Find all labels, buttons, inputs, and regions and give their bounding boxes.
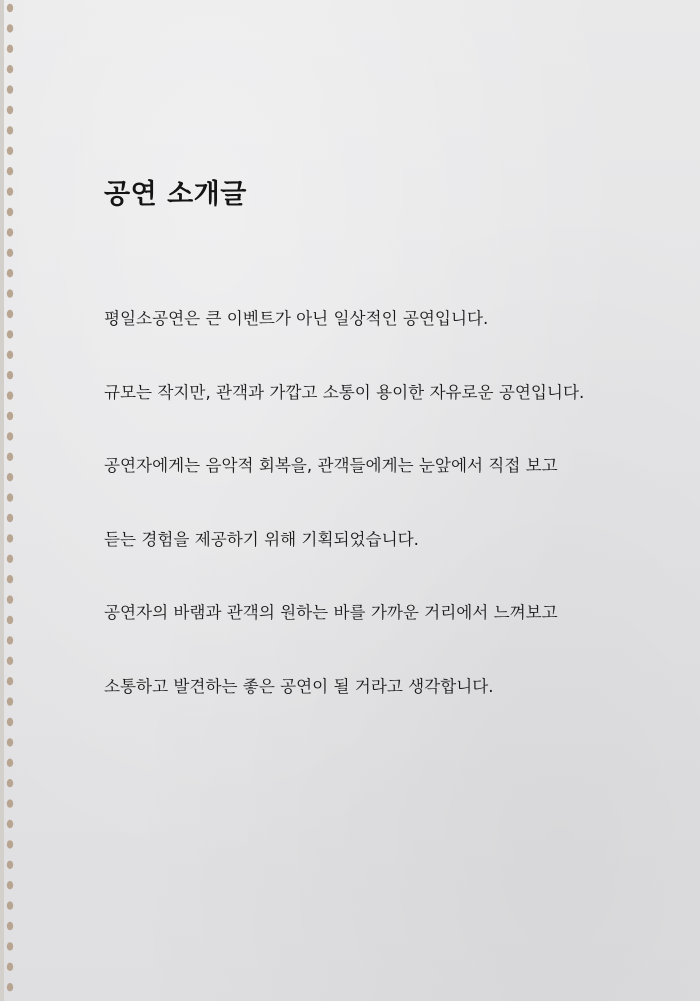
perforation-hole [7,738,13,746]
text-line: 공연자의 바램과 관객의 원하는 바를 가까운 거리에서 느껴보고 [104,603,558,622]
perforation-hole [7,942,13,950]
perforation-hole [7,820,13,828]
perforated-binding-edge [0,0,22,1001]
perforation-hole [7,493,13,501]
perforation-hole [7,187,13,195]
intro-text [104,300,684,741]
perforation-hole [7,616,13,624]
perforation-hole [7,45,13,53]
text-line: 공연자에게는 음악적 회복을, 관객들에게는 눈앞에서 직접 보고 [104,456,558,475]
perforation-hole [7,881,13,889]
perforation-hole [7,840,13,848]
perforation-hole [7,330,13,338]
perforation-hole [7,65,13,73]
perforation-hole [7,167,13,175]
perforation-hole [7,718,13,726]
text-line: 듣는 경험을 제공하기 위해 기획되었습니다. [104,529,419,549]
perforation-hole [7,861,13,869]
text-line: 소통하고 발견하는 좋은 공연이 될 거라고 생각합니다. [104,676,494,696]
perforation-hole [7,289,13,297]
perforation-hole [7,534,13,542]
perforation-hole [7,759,13,767]
perforation-hole [7,4,13,12]
perforation-hole [7,983,13,991]
perforation-hole [7,351,13,359]
perforation-hole [7,208,13,216]
perforation-hole [7,514,13,522]
perforation-hole [7,269,13,277]
perforation-hole [7,697,13,705]
perforation-hole [7,228,13,236]
perforation-hole [7,473,13,481]
perforation-hole [7,963,13,971]
perforation-hole [7,555,13,563]
perforation-hole [7,106,13,114]
perforation-hole [7,901,13,909]
perforation-hole [7,453,13,461]
perforation-hole [7,371,13,379]
text-line: 평일소공연은 큰 이벤트가 아닌 일상적인 공연입니다. [104,309,489,328]
perforation-hole [7,799,13,807]
perforation-hole [7,432,13,440]
perforation-hole [7,779,13,787]
perforation-hole [7,922,13,930]
perforation-hole [7,147,13,155]
perforation-hole [7,595,13,603]
perforation-hole [7,249,13,257]
perforation-hole [7,310,13,318]
page-title: 공연 소개글 [104,179,247,210]
perforation-hole [7,636,13,644]
perforation-hole [7,412,13,420]
perforation-hole [7,85,13,93]
perforation-hole [7,391,13,399]
perforation-hole [7,657,13,665]
perforation-hole [7,677,13,685]
perforation-hole [7,575,13,583]
perforation-hole [7,24,13,32]
text-line: 규모는 작지만, 관객과 가깝고 소통이 용이한 자유로운 공연입니다. [104,382,585,402]
perforation-hole [7,126,13,134]
